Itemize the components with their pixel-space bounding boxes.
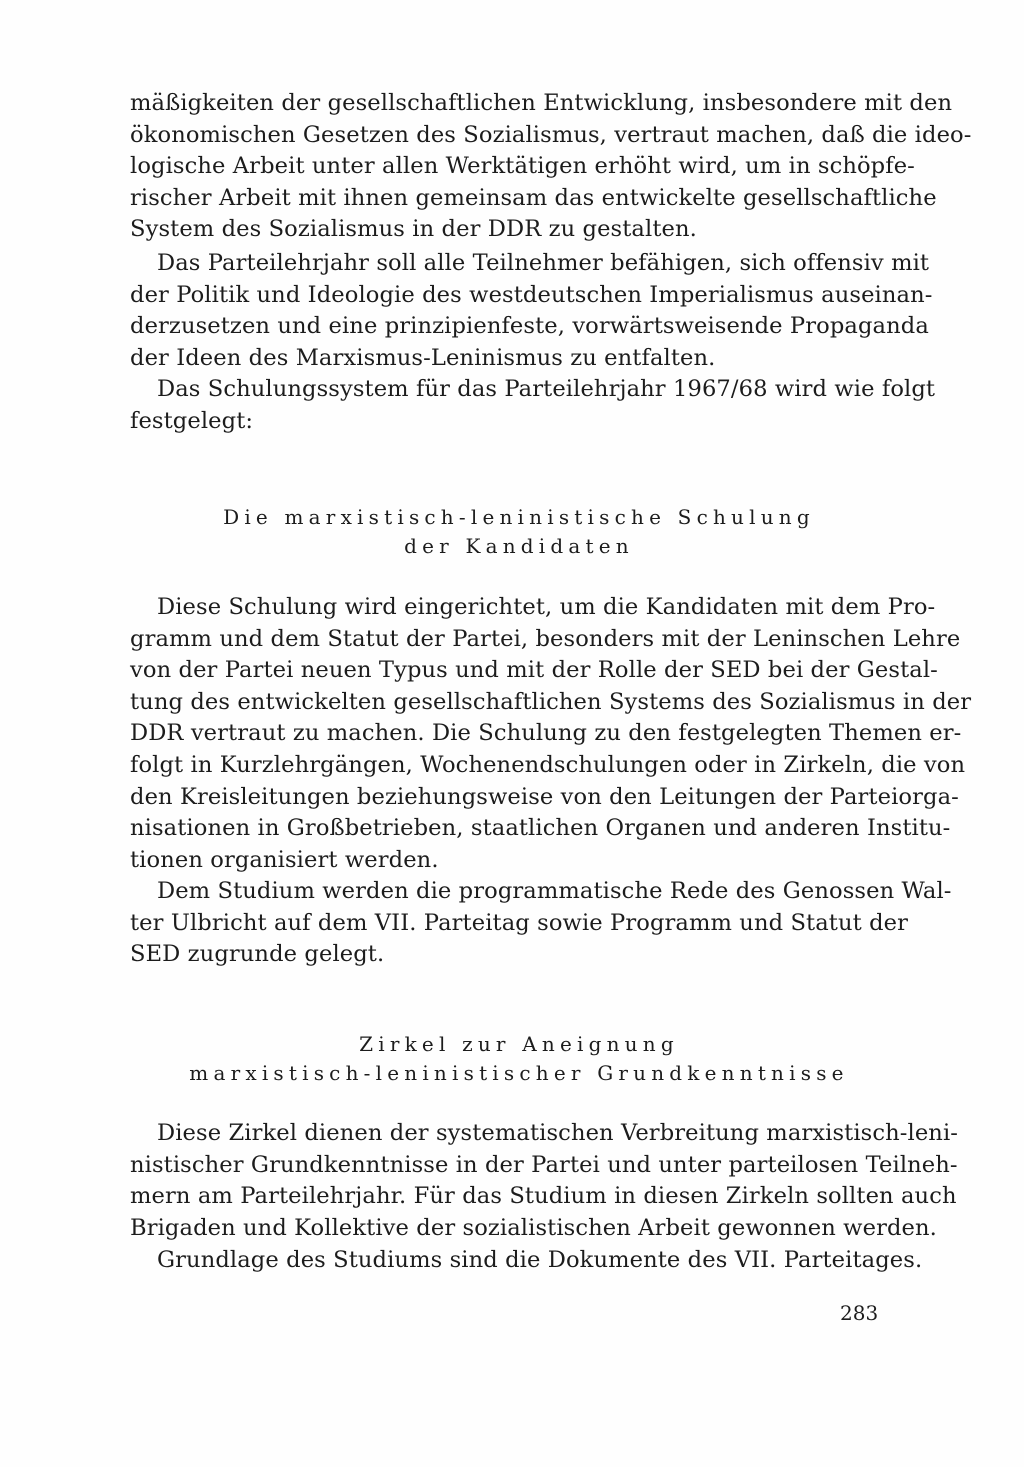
heading-line: der Kandidaten: [404, 534, 634, 558]
text-line: Grundlage des Studiums sind die Dokumente des VII. Parteitages.: [157, 1247, 923, 1273]
section-heading-kandidaten: [130, 503, 908, 561]
text-line: rischer Arbeit mit ihnen gemeinsam das entwickelte gesellschaftliche: [130, 184, 937, 211]
text-line: DDR vertraut zu machen. Die Schulung zu den festgelegten Themen er-: [130, 720, 962, 747]
text-line: den Kreisleitungen beziehungsweise von den Leitungen der Parteiorga-: [130, 783, 959, 810]
text-line: Dem Studium werden die programmatische Rede des Genossen Wal-: [157, 878, 952, 904]
text-line: der Politik und Ideologie des westdeutschen Imperialismus auseinan-: [130, 281, 933, 308]
text-line: der Ideen des Marxismus-Leninismus zu entfalten.: [130, 344, 716, 371]
text-line: ter Ulbricht auf dem VII. Parteitag sowie Programm und Statut der: [130, 909, 909, 936]
paragraph-schulungssystem: [130, 374, 936, 437]
text-line: nisationen in Großbetrieben, staatlichen Organen und anderen Institu-: [130, 815, 951, 842]
text-line: ökonomischen Gesetzen des Sozialismus, vertraut machen, daß die ideo-: [130, 121, 972, 148]
text-line: Brigaden und Kollektive der sozialistischen Arbeit gewonnen werden.: [130, 1214, 937, 1241]
text-line: tung des entwickelten gesellschaftlichen Systems des Sozialismus in der: [130, 688, 972, 715]
text-line: Das Parteilehrjahr soll alle Teilnehmer befähigen, sich offensiv mit: [157, 250, 930, 276]
text-line: Das Schulungssystem für das Parteilehrjahr 1967/68 wird wie folgt: [157, 376, 936, 402]
paragraph-studium: [130, 876, 952, 971]
paragraph-schulung: [130, 592, 972, 876]
paragraph-zirkel: [130, 1118, 958, 1244]
text-line: logische Arbeit unter allen Werktätigen erhöht wird, um in schöpfe-: [130, 153, 915, 180]
text-line: nistischer Grundkenntnisse in der Partei und unter parteilosen Teilneh-: [130, 1151, 958, 1178]
heading-line: marxistisch-leninistischer Grundkenntnisse: [189, 1061, 849, 1085]
text-line: mäßigkeiten der gesellschaftlichen Entwicklung, insbesondere mit den: [130, 90, 953, 116]
text-line: festgelegt:: [130, 407, 254, 434]
paragraph-grundlage: [130, 1245, 923, 1277]
section-heading-zirkel: [130, 1030, 908, 1088]
heading-line: Die marxistisch-leninistische Schulung: [223, 505, 815, 529]
paragraph-parteilehrjahr: [130, 248, 933, 374]
heading-line: Zirkel zur Aneignung: [359, 1032, 679, 1056]
text-line: gramm und dem Statut der Partei, besonders mit der Leninschen Lehre: [130, 625, 961, 652]
text-line: folgt in Kurzlehrgängen, Wochenendschulungen oder in Zirkeln, die von: [130, 751, 966, 778]
text-line: Diese Schulung wird eingerichtet, um die Kandidaten mit dem Pro-: [157, 594, 936, 620]
text-line: von der Partei neuen Typus und mit der Rolle der SED bei der Gestal-: [130, 657, 938, 684]
text-line: SED zugrunde gelegt.: [130, 941, 385, 968]
paragraph-continuation: [130, 88, 972, 246]
text-line: Diese Zirkel dienen der systematischen Verbreitung marxistisch-leni-: [157, 1120, 958, 1146]
text-line: derzusetzen und eine prinzipienfeste, vorwärtsweisende Propaganda: [130, 313, 929, 340]
text-line: tionen organisiert werden.: [130, 846, 439, 873]
text-line: mern am Parteilehrjahr. Für das Studium in diesen Zirkeln sollten auch: [130, 1183, 957, 1210]
page-number: 283: [840, 1301, 879, 1325]
text-line: System des Sozialismus in der DDR zu gestalten.: [130, 216, 697, 243]
